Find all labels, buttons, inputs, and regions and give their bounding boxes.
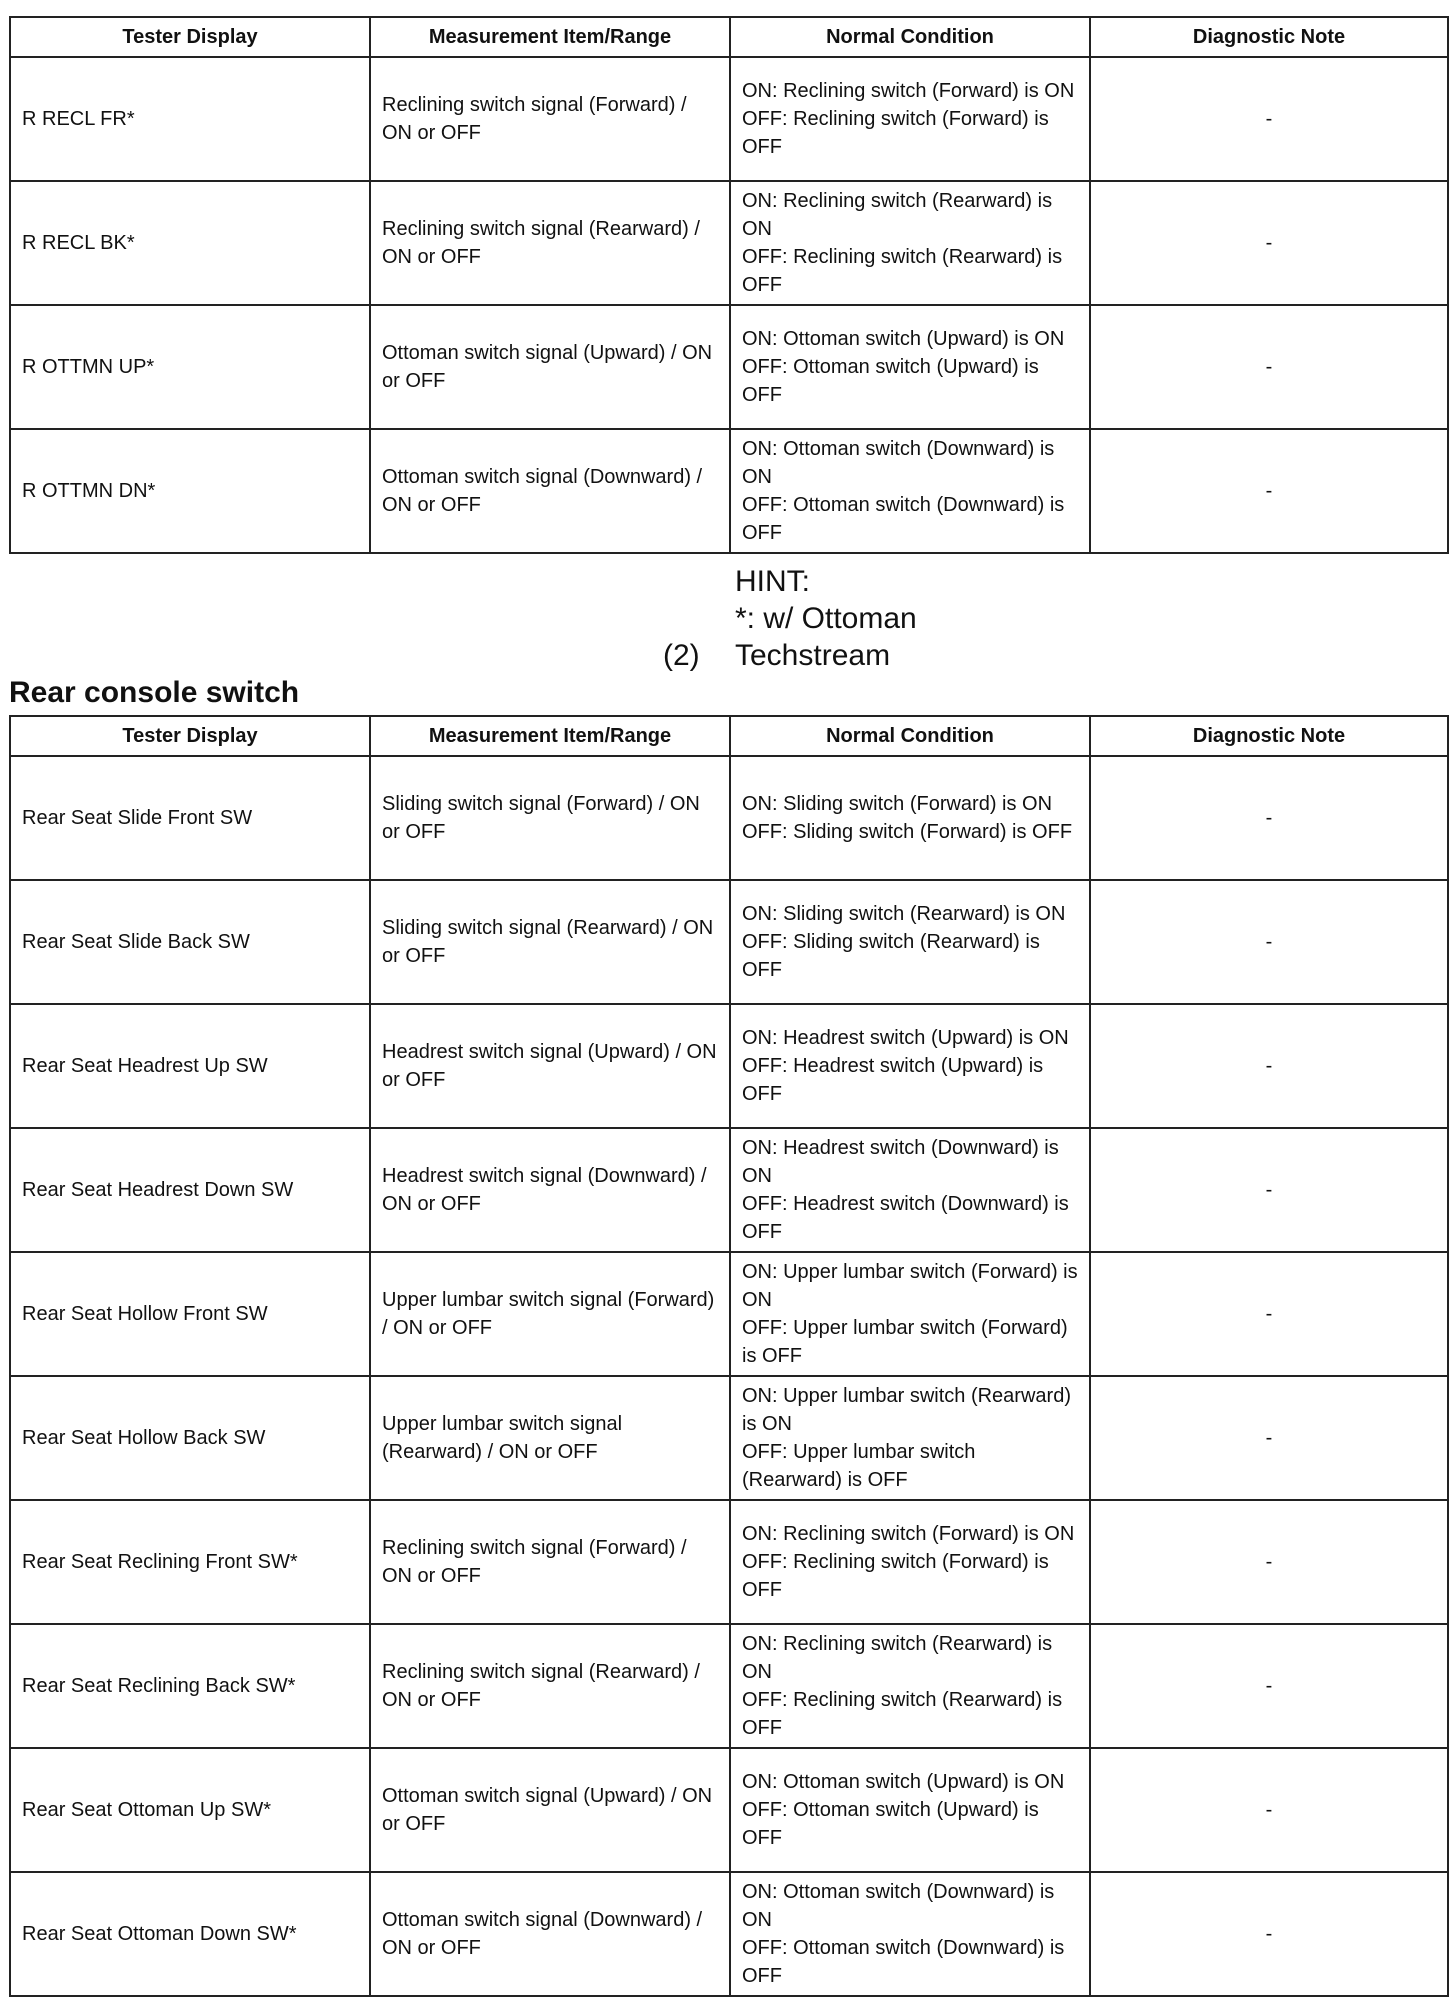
diagnostic-note-cell: - xyxy=(1090,57,1448,181)
diagnostic-note-cell: - xyxy=(1090,1748,1448,1872)
diagnostic-note-cell: - xyxy=(1090,181,1448,305)
diagnostic-note-cell: - xyxy=(1090,1376,1448,1500)
measurement-item-cell: Sliding switch signal (Forward) / ON or OFF xyxy=(370,756,730,880)
rear-console-switch-table xyxy=(9,715,1449,1997)
table-row xyxy=(10,305,1448,429)
normal-condition-cell: ON: Ottoman switch (Upward) is ON OFF: Ottoman switch (Upward) is OFF xyxy=(730,1748,1090,1872)
header-tester-display: Tester Display xyxy=(10,17,370,57)
table-row xyxy=(10,1500,1448,1624)
normal-condition-cell: ON: Upper lumbar switch (Forward) is ON OFF: Upper lumbar switch (Forward) is OFF xyxy=(730,1252,1090,1376)
measurement-item-cell: Ottoman switch signal (Upward) / ON or OFF xyxy=(370,305,730,429)
normal-condition-cell: ON: Sliding switch (Rearward) is ON OFF: Sliding switch (Rearward) is OFF xyxy=(730,880,1090,1004)
tester-display-cell: Rear Seat Reclining Front SW* xyxy=(10,1500,370,1624)
tester-display-cell: Rear Seat Slide Front SW xyxy=(10,756,370,880)
measurement-item-cell: Sliding switch signal (Rearward) / ON or OFF xyxy=(370,880,730,1004)
table-row xyxy=(10,1004,1448,1128)
measurement-item-cell: Reclining switch signal (Forward) / ON or OFF xyxy=(370,1500,730,1624)
diagnostic-note-cell: - xyxy=(1090,880,1448,1004)
normal-condition-cell: ON: Reclining switch (Rearward) is ON OFF: Reclining switch (Rearward) is OFF xyxy=(730,1624,1090,1748)
header-tester-display: Tester Display xyxy=(10,716,370,756)
tester-display-cell: Rear Seat Headrest Down SW xyxy=(10,1128,370,1252)
tester-display-cell: Rear Seat Headrest Up SW xyxy=(10,1004,370,1128)
diagnostic-note-cell: - xyxy=(1090,1500,1448,1624)
measurement-item-cell: Reclining switch signal (Rearward) / ON or OFF xyxy=(370,181,730,305)
table-row xyxy=(10,429,1448,553)
diagnostic-note-cell: - xyxy=(1090,1004,1448,1128)
measurement-item-cell: Ottoman switch signal (Downward) / ON or OFF xyxy=(370,1872,730,1996)
hint-block xyxy=(735,563,1135,674)
table-row xyxy=(10,1748,1448,1872)
measurement-item-cell: Ottoman switch signal (Upward) / ON or OFF xyxy=(370,1748,730,1872)
normal-condition-cell: ON: Reclining switch (Forward) is ON OFF: Reclining switch (Forward) is OFF xyxy=(730,57,1090,181)
normal-condition-cell: ON: Reclining switch (Rearward) is ON OFF: Reclining switch (Rearward) is OFF xyxy=(730,181,1090,305)
measurement-item-cell: Upper lumbar switch signal (Rearward) / ON or OFF xyxy=(370,1376,730,1500)
step-number: (2) xyxy=(663,639,700,672)
measurement-item-cell: Ottoman switch signal (Downward) / ON or OFF xyxy=(370,429,730,553)
measurement-item-cell: Reclining switch signal (Forward) / ON or OFF xyxy=(370,57,730,181)
step-label: Techstream xyxy=(735,639,891,672)
hint-label: HINT: xyxy=(735,565,810,598)
normal-condition-cell: ON: Ottoman switch (Upward) is ON OFF: Ottoman switch (Upward) is OFF xyxy=(730,305,1090,429)
tester-display-cell: Rear Seat Hollow Back SW xyxy=(10,1376,370,1500)
header-measurement-item-range: Measurement Item/Range xyxy=(370,716,730,756)
table-row xyxy=(10,1376,1448,1500)
normal-condition-cell: ON: Upper lumbar switch (Rearward) is ON OFF: Upper lumbar switch (Rearward) is OFF xyxy=(730,1376,1090,1500)
tester-display-cell: Rear Seat Ottoman Up SW* xyxy=(10,1748,370,1872)
hint-text: *: w/ Ottoman xyxy=(735,602,917,635)
table-row xyxy=(10,756,1448,880)
diagnostic-note-cell: - xyxy=(1090,429,1448,553)
header-diagnostic-note: Diagnostic Note xyxy=(1090,17,1448,57)
normal-condition-cell: ON: Reclining switch (Forward) is ON OFF: Reclining switch (Forward) is OFF xyxy=(730,1500,1090,1624)
table-row xyxy=(10,1872,1448,1996)
diagnostic-note-cell: - xyxy=(1090,1128,1448,1252)
normal-condition-cell: ON: Headrest switch (Downward) is ON OFF: Headrest switch (Downward) is OFF xyxy=(730,1128,1090,1252)
table-header-row xyxy=(10,716,1448,756)
table-row xyxy=(10,1624,1448,1748)
normal-condition-cell: ON: Headrest switch (Upward) is ON OFF: Headrest switch (Upward) is OFF xyxy=(730,1004,1090,1128)
normal-condition-cell: ON: Sliding switch (Forward) is ON OFF: Sliding switch (Forward) is OFF xyxy=(730,756,1090,880)
diagnostic-note-cell: - xyxy=(1090,305,1448,429)
header-measurement-item-range: Measurement Item/Range xyxy=(370,17,730,57)
header-diagnostic-note: Diagnostic Note xyxy=(1090,716,1448,756)
section-title: Rear console switch xyxy=(9,676,300,709)
table-row xyxy=(10,181,1448,305)
table-row xyxy=(10,57,1448,181)
table-row xyxy=(10,880,1448,1004)
tester-display-cell: Rear Seat Hollow Front SW xyxy=(10,1252,370,1376)
table-row xyxy=(10,1128,1448,1252)
measurement-item-cell: Reclining switch signal (Rearward) / ON or OFF xyxy=(370,1624,730,1748)
normal-condition-cell: ON: Ottoman switch (Downward) is ON OFF: Ottoman switch (Downward) is OFF xyxy=(730,1872,1090,1996)
header-normal-condition: Normal Condition xyxy=(730,716,1090,756)
diagnostic-note-cell: - xyxy=(1090,1624,1448,1748)
header-normal-condition: Normal Condition xyxy=(730,17,1090,57)
measurement-item-cell: Upper lumbar switch signal (Forward) / ON or OFF xyxy=(370,1252,730,1376)
table-header-row xyxy=(10,17,1448,57)
tester-display-cell: R RECL FR* xyxy=(10,57,370,181)
rear-seat-switch-table xyxy=(9,16,1449,554)
tester-display-cell: R OTTMN UP* xyxy=(10,305,370,429)
tester-display-cell: R OTTMN DN* xyxy=(10,429,370,553)
tester-display-cell: Rear Seat Slide Back SW xyxy=(10,880,370,1004)
diagnostic-note-cell: - xyxy=(1090,1872,1448,1996)
measurement-item-cell: Headrest switch signal (Downward) / ON or OFF xyxy=(370,1128,730,1252)
table-body xyxy=(10,57,1448,553)
tester-display-cell: Rear Seat Ottoman Down SW* xyxy=(10,1872,370,1996)
table-row xyxy=(10,1252,1448,1376)
tester-display-cell: Rear Seat Reclining Back SW* xyxy=(10,1624,370,1748)
normal-condition-cell: ON: Ottoman switch (Downward) is ON OFF: Ottoman switch (Downward) is OFF xyxy=(730,429,1090,553)
diagnostic-note-cell: - xyxy=(1090,756,1448,880)
measurement-item-cell: Headrest switch signal (Upward) / ON or OFF xyxy=(370,1004,730,1128)
diagnostic-note-cell: - xyxy=(1090,1252,1448,1376)
table-body xyxy=(10,756,1448,1996)
tester-display-cell: R RECL BK* xyxy=(10,181,370,305)
